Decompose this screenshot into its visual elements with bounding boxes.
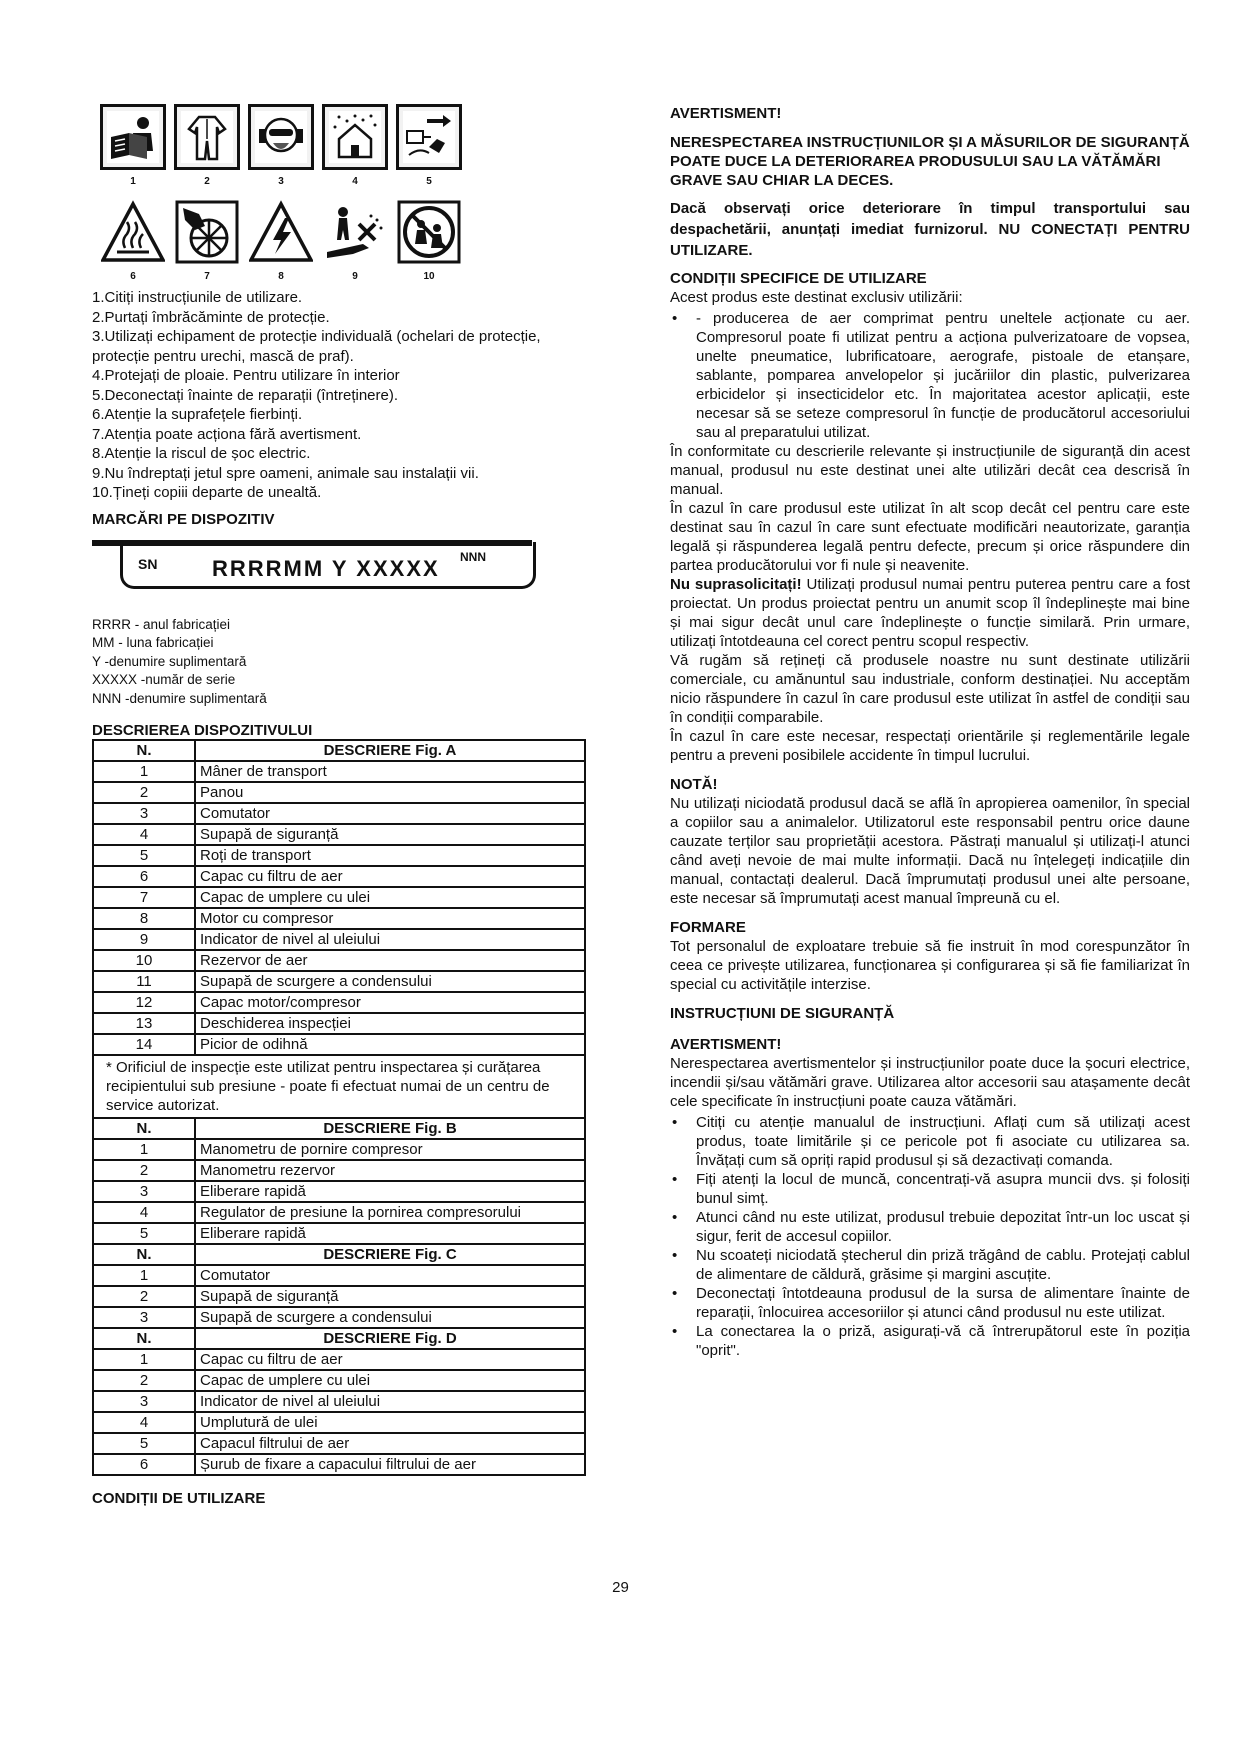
description-title: DESCRIEREA DISPOZITIVULUI xyxy=(92,722,313,739)
warning-caps-text: NERESPECTAREA INSTRUCȚIUNILOR ȘI A MĂSURILOR DE SIGURANȚĂ POATE DUCE LA DETERIORAREA PRODUSULUI SAU LA VĂTĂMĂRI GRAVE SAU CHIAR LA DECES. xyxy=(670,134,1190,189)
list-item-text: Fiți atenți la locul de muncă, concentrați-vă asupra muncii dvs. și folosiți bunul simț. xyxy=(696,1171,1190,1207)
row-description: Supapă de siguranță xyxy=(195,824,585,845)
specific-conditions-title: CONDIȚII SPECIFICE DE UTILIZARE xyxy=(670,270,927,287)
legend-item: 7.Atenția poate acționa fără avertisment. xyxy=(92,425,362,443)
safety-text: Nerespectarea avertismentelor și instrucțiunilor poate duce la șocuri electrice, incendii și/sau vătămări grave. Utilizarea altor accesorii sau atașamente decât cele specificate în instrucțiuni poate cauza vătămări. xyxy=(670,1055,1190,1110)
legend-item: 9.Nu îndreptați jetul spre oameni, animale sau instalații vii. xyxy=(92,464,479,482)
safety-list xyxy=(670,1113,1190,1360)
pictogram-row-2 xyxy=(100,199,592,265)
keep-children-away-icon xyxy=(396,199,462,265)
row-description: Eliberare rapidă xyxy=(195,1223,585,1244)
conditions-title: CONDIȚII DE UTILIZARE xyxy=(92,1490,266,1507)
row-description: Regulator de presiune la pornirea compresorului xyxy=(195,1202,585,1223)
pictogram-number: 8 xyxy=(278,271,284,282)
row-number: 3 xyxy=(93,1391,195,1412)
note-title: NOTĂ! xyxy=(670,776,718,793)
legend-item: 4.Protejați de ploaie. Pentru utilizare în interior xyxy=(92,367,400,384)
list-item-text: La conectarea la o priză, asigurați-vă că întrerupătorul este în poziția "oprit". xyxy=(696,1323,1190,1359)
row-number: 6 xyxy=(93,866,195,887)
bullet-icon: • xyxy=(672,1285,678,1302)
table-row xyxy=(93,1181,585,1202)
table-row xyxy=(93,740,585,761)
table-row xyxy=(93,1244,585,1265)
row-description: Indicator de nivel al uleiului xyxy=(195,1391,585,1412)
pictogram-number: 9 xyxy=(352,271,358,282)
warning-body-text: Dacă observați orice deteriorare în timpul transportului sau despachetării, anunțați imediat furnizorul. NU CONECTAȚI PENTRU UTILIZARE. xyxy=(670,200,1190,259)
marking-nnn: NNN xyxy=(460,549,486,564)
table-row xyxy=(93,1412,585,1433)
no-jet-at-people-icon xyxy=(322,199,388,265)
table-row xyxy=(93,866,585,887)
column-header-n: N. xyxy=(93,740,195,761)
row-number: 5 xyxy=(93,1223,195,1244)
automatic-start-icon xyxy=(174,199,240,265)
marking-title: MARCĂRI PE DISPOZITIV xyxy=(92,510,275,528)
table-row xyxy=(93,908,585,929)
row-number: 13 xyxy=(93,1013,195,1034)
row-description: Supapă de scurgere a condensului xyxy=(195,1307,585,1328)
marking-label xyxy=(92,532,532,602)
marking-sn: SN xyxy=(138,555,158,572)
pictogram-number: 3 xyxy=(278,176,284,187)
row-number: 12 xyxy=(93,992,195,1013)
table-row xyxy=(93,1433,585,1454)
marking-legend-item: MM - luna fabricației xyxy=(92,635,214,650)
pictogram-number: 4 xyxy=(352,176,358,187)
list-item-text: - producerea de aer comprimat pentru uneltele acționate cu aer. Compresorul poate fi utilizat pentru a acționa pulverizatoare de vopsea, unelte pneumatice, lubrificatoare, aerografe, pistoale de etanșare, sablante, pomparea anvelopelor și jucăriilor din plastic, pulverizarea erbicidelor și insecticidelor etc. În majoritatea acestor aplicații, este necesar să se seteze compresorul în funcție de producătorul accesoriului sau al preparatului utilizat. xyxy=(696,310,1190,441)
list-item xyxy=(670,1246,1190,1284)
row-number: 2 xyxy=(93,1370,195,1391)
table-row xyxy=(93,1118,585,1139)
row-number: 1 xyxy=(93,1265,195,1286)
list-item xyxy=(670,1208,1190,1246)
table-row xyxy=(93,971,585,992)
row-description: Supapă de scurgere a condensului xyxy=(195,971,585,992)
pictogram-number: 7 xyxy=(204,271,210,282)
bullet-icon: • xyxy=(672,1247,678,1264)
row-description: Deschiderea inspecției xyxy=(195,1013,585,1034)
electric-shock-icon xyxy=(248,199,314,265)
column-header-description: DESCRIERE Fig. A xyxy=(195,740,585,761)
marking-code: RRRRMM Y XXXXX xyxy=(212,555,440,581)
row-number: 2 xyxy=(93,1286,195,1307)
table-row xyxy=(93,1013,585,1034)
row-number: 10 xyxy=(93,950,195,971)
table-row xyxy=(93,1202,585,1223)
table-row xyxy=(93,1349,585,1370)
row-number: 7 xyxy=(93,887,195,908)
column-header-n: N. xyxy=(93,1244,195,1265)
table-row xyxy=(93,992,585,1013)
safety-title: INSTRUCȚIUNI DE SIGURANȚĂ xyxy=(670,1005,895,1022)
table-row xyxy=(93,803,585,824)
table-row xyxy=(93,1286,585,1307)
list-item xyxy=(670,309,1190,442)
table-row xyxy=(93,845,585,866)
overload-paragraph xyxy=(670,575,1190,651)
list-item xyxy=(670,1113,1190,1170)
list-item xyxy=(670,1284,1190,1322)
list-item-text: Citiți cu atenție manualul de instrucțiuni. Aflați cum să utilizați acest produs, toate limitările și ce pericole pot fi asociate cu utilizarea sa. Învățați cum să opriți rapid produsul și să dezactivați comanda. xyxy=(696,1114,1190,1169)
table-row xyxy=(93,1328,585,1349)
row-number: 1 xyxy=(93,1349,195,1370)
row-description: Manometru de pornire compresor xyxy=(195,1139,585,1160)
rain-protection-icon xyxy=(322,104,388,170)
row-number: 4 xyxy=(93,824,195,845)
row-description: Picior de odihnă xyxy=(195,1034,585,1055)
column-header-description: DESCRIERE Fig. B xyxy=(195,1118,585,1139)
row-description: Eliberare rapidă xyxy=(195,1181,585,1202)
row-description: Comutator xyxy=(195,803,585,824)
marking-legend-item: XXXXX -număr de serie xyxy=(92,672,236,687)
read-manual-icon xyxy=(100,104,166,170)
row-number: 5 xyxy=(93,845,195,866)
bullet-icon: • xyxy=(672,1209,678,1226)
legend-item: 6.Atenție la suprafețele fierbinți. xyxy=(92,406,303,423)
protective-clothing-icon xyxy=(174,104,240,170)
row-description: Rezervor de aer xyxy=(195,950,585,971)
bullet-icon: • xyxy=(672,1323,678,1340)
page-number: 29 xyxy=(612,1579,629,1596)
row-number: 4 xyxy=(93,1412,195,1433)
marking-legend-item: Y -denumire suplimentară xyxy=(92,653,247,669)
column-header-description: DESCRIERE Fig. C xyxy=(195,1244,585,1265)
list-item xyxy=(670,1170,1190,1208)
row-number: 1 xyxy=(93,1139,195,1160)
warning-heading: AVERTISMENT! xyxy=(670,105,782,122)
row-number: 3 xyxy=(93,803,195,824)
row-number: 5 xyxy=(93,1433,195,1454)
note-text: Nu utilizați niciodată produsul dacă se află în apropierea oamenilor, în special a copiilor sau a animalelor. Utilizatorul este responsabil pentru orice daune cauzate terților sau proprietății acestora. Păstrați manualul și utilizați-l atunci când aveți nevoie de mai multe informații. Dacă nu înțelegeți indicațiile din manual, contactați dealerul. Dacă împrumutați produsul unei alte persoane, este necesar să împrumutați acest manual împreună cu el. xyxy=(670,795,1190,907)
marking-legend-item: NNN -denumire suplimentară xyxy=(92,690,267,706)
row-number: 3 xyxy=(93,1307,195,1328)
overload-bold: Nu suprasolicitați! xyxy=(670,576,802,593)
bullet-icon: • xyxy=(672,1171,678,1188)
specific-conditions-list xyxy=(670,309,1190,442)
list-item xyxy=(670,1322,1190,1360)
row-description: Supapă de siguranță xyxy=(195,1286,585,1307)
list-item-text: Nu scoateți niciodată ștecherul din priză trăgând de cablu. Protejați cablul de alimentare de căldură, grăsime și margini ascuțite. xyxy=(696,1247,1190,1283)
table-row xyxy=(93,1223,585,1244)
table-row xyxy=(93,824,585,845)
row-description: Capac motor/compresor xyxy=(195,992,585,1013)
legend-item: 5.Deconectați înainte de reparații (întreținere). xyxy=(92,386,398,404)
inspection-note: * Orificiul de inspecție este utilizat pentru inspectarea și curățarea recipientului sub presiune - poate fi efectuat numai de un centru de service autorizat. xyxy=(93,1055,585,1118)
row-number: 14 xyxy=(93,1034,195,1055)
row-number: 1 xyxy=(93,761,195,782)
row-number: 2 xyxy=(93,1160,195,1181)
training-title: FORMARE xyxy=(670,919,746,936)
table-row xyxy=(93,1160,585,1181)
disconnect-plug-icon xyxy=(396,104,462,170)
paragraph: În conformitate cu descrierile relevante și instrucțiunile de siguranță din acest manual, produsul nu este destinat unei alte utilizări decât cea descrisă în manual. xyxy=(670,443,1190,498)
row-description: Panou xyxy=(195,782,585,803)
row-description: Umplutură de ulei xyxy=(195,1412,585,1433)
table-row xyxy=(93,1454,585,1475)
legend-item: 10.Țineți copiii departe de unealtă. xyxy=(92,484,322,501)
table-row xyxy=(93,1034,585,1055)
pictogram-number: 1 xyxy=(130,176,136,187)
marking-legend xyxy=(92,616,592,709)
pictogram-number: 6 xyxy=(130,271,136,282)
table-row xyxy=(93,1370,585,1391)
pictogram-numbers-row-1 xyxy=(100,176,592,187)
row-number: 4 xyxy=(93,1202,195,1223)
column-header-n: N. xyxy=(93,1328,195,1349)
row-description: Capac cu filtru de aer xyxy=(195,866,585,887)
protective-equipment-icon xyxy=(248,104,314,170)
marking-legend-item: RRRR - anul fabricației xyxy=(92,616,231,632)
paragraph: În cazul în care produsul este utilizat în alt scop decât cel pentru care este destinat sau în cazul în care sunt efectuate modificări neautorizate, garanția legală și răspunderea legală pentru defecte, precum și orice răspundere din partea producătorului vor fi nule și neavenite. xyxy=(670,500,1190,574)
training-text: Tot personalul de exploatare trebuie să fie instruit în mod corespunzător în ceea ce privește utilizarea, funcționarea și configurarea și să fie familiarizat în special cu activitățile interzise. xyxy=(670,938,1190,993)
row-description: Mâner de transport xyxy=(195,761,585,782)
table-row xyxy=(93,929,585,950)
right-column xyxy=(670,104,1190,1360)
bullet-icon: • xyxy=(672,310,678,327)
row-description: Comutator xyxy=(195,1265,585,1286)
row-number: 8 xyxy=(93,908,195,929)
row-description: Capacul filtrului de aer xyxy=(195,1433,585,1454)
row-description: Capac cu filtru de aer xyxy=(195,1349,585,1370)
legend-item: 2.Purtați îmbrăcăminte de protecție. xyxy=(92,308,330,326)
hot-surface-icon xyxy=(100,199,166,265)
row-description: Capac de umplere cu ulei xyxy=(195,887,585,908)
row-number: 11 xyxy=(93,971,195,992)
row-number: 3 xyxy=(93,1181,195,1202)
pictogram-legend xyxy=(92,288,592,503)
row-number: 2 xyxy=(93,782,195,803)
row-description: Șurub de fixare a capacului filtrului de aer xyxy=(195,1454,585,1475)
row-description: Indicator de nivel al uleiului xyxy=(195,929,585,950)
pictogram-row-1 xyxy=(100,104,592,170)
table-row xyxy=(93,1139,585,1160)
description-table xyxy=(92,739,586,1476)
left-column xyxy=(92,104,592,1511)
pictogram-number: 5 xyxy=(426,176,432,187)
row-description: Manometru rezervor xyxy=(195,1160,585,1181)
table-row xyxy=(93,887,585,908)
overload-text: Utilizați produsul numai pentru puterea pentru care a fost proiectat. Un produs proiectat pentru un anumit scop îl îndeplinește mai bine și mai sigur decât unul care îndeplinește o funcție similară. Prin urmare, utilizați întotdeauna cel corect pentru scopul respectiv. xyxy=(670,576,1190,650)
list-item-text: Atunci când nu este utilizat, produsul trebuie depozitat într-un loc uscat și sigur, ferit de accesul copiilor. xyxy=(696,1209,1190,1245)
legend-item: 8.Atenție la riscul de șoc electric. xyxy=(92,445,311,462)
table-row xyxy=(93,761,585,782)
row-number: 6 xyxy=(93,1454,195,1475)
table-row xyxy=(93,782,585,803)
row-number: 9 xyxy=(93,929,195,950)
safety-warning: AVERTISMENT! xyxy=(670,1036,782,1053)
legend-item: 3.Utilizați echipament de protecție individuală (ochelari de protecție, protecție pentru urechi, mască de praf). xyxy=(92,328,541,365)
row-description: Roți de transport xyxy=(195,845,585,866)
table-row xyxy=(93,1307,585,1328)
pictogram-numbers-row-2 xyxy=(100,271,592,282)
table-row xyxy=(93,1391,585,1412)
row-description: Motor cu compresor xyxy=(195,908,585,929)
paragraph: În cazul în care este necesar, respectați orientările și reglementările legale pentru a preveni posibilele accidente în timpul lucrului. xyxy=(670,728,1190,764)
table-row xyxy=(93,1265,585,1286)
row-description: Capac de umplere cu ulei xyxy=(195,1370,585,1391)
column-header-description: DESCRIERE Fig. D xyxy=(195,1328,585,1349)
legend-item: 1.Citiți instrucțiunile de utilizare. xyxy=(92,289,303,306)
bullet-icon: • xyxy=(672,1114,678,1131)
paragraph: Vă rugăm să rețineți că produsele noastre nu sunt destinate utilizării comerciale, cu amănuntul sau industriale, conform destinației. Nu acceptăm nicio răspundere în cazul în care produsul este utilizat în astfel de condiții sau în condiții comparabile. xyxy=(670,652,1190,726)
pictogram-number: 10 xyxy=(423,271,435,282)
pictogram-number: 2 xyxy=(204,176,210,187)
list-item-text: Deconectați întotdeauna produsul de la sursa de alimentare înainte de reparații, înlocuirea accesoriilor și atunci când produsul nu este utilizat. xyxy=(696,1285,1190,1321)
table-row xyxy=(93,950,585,971)
specific-conditions-intro: Acest produs este destinat exclusiv utilizării: xyxy=(670,289,963,306)
table-row xyxy=(93,1055,585,1118)
column-header-n: N. xyxy=(93,1118,195,1139)
